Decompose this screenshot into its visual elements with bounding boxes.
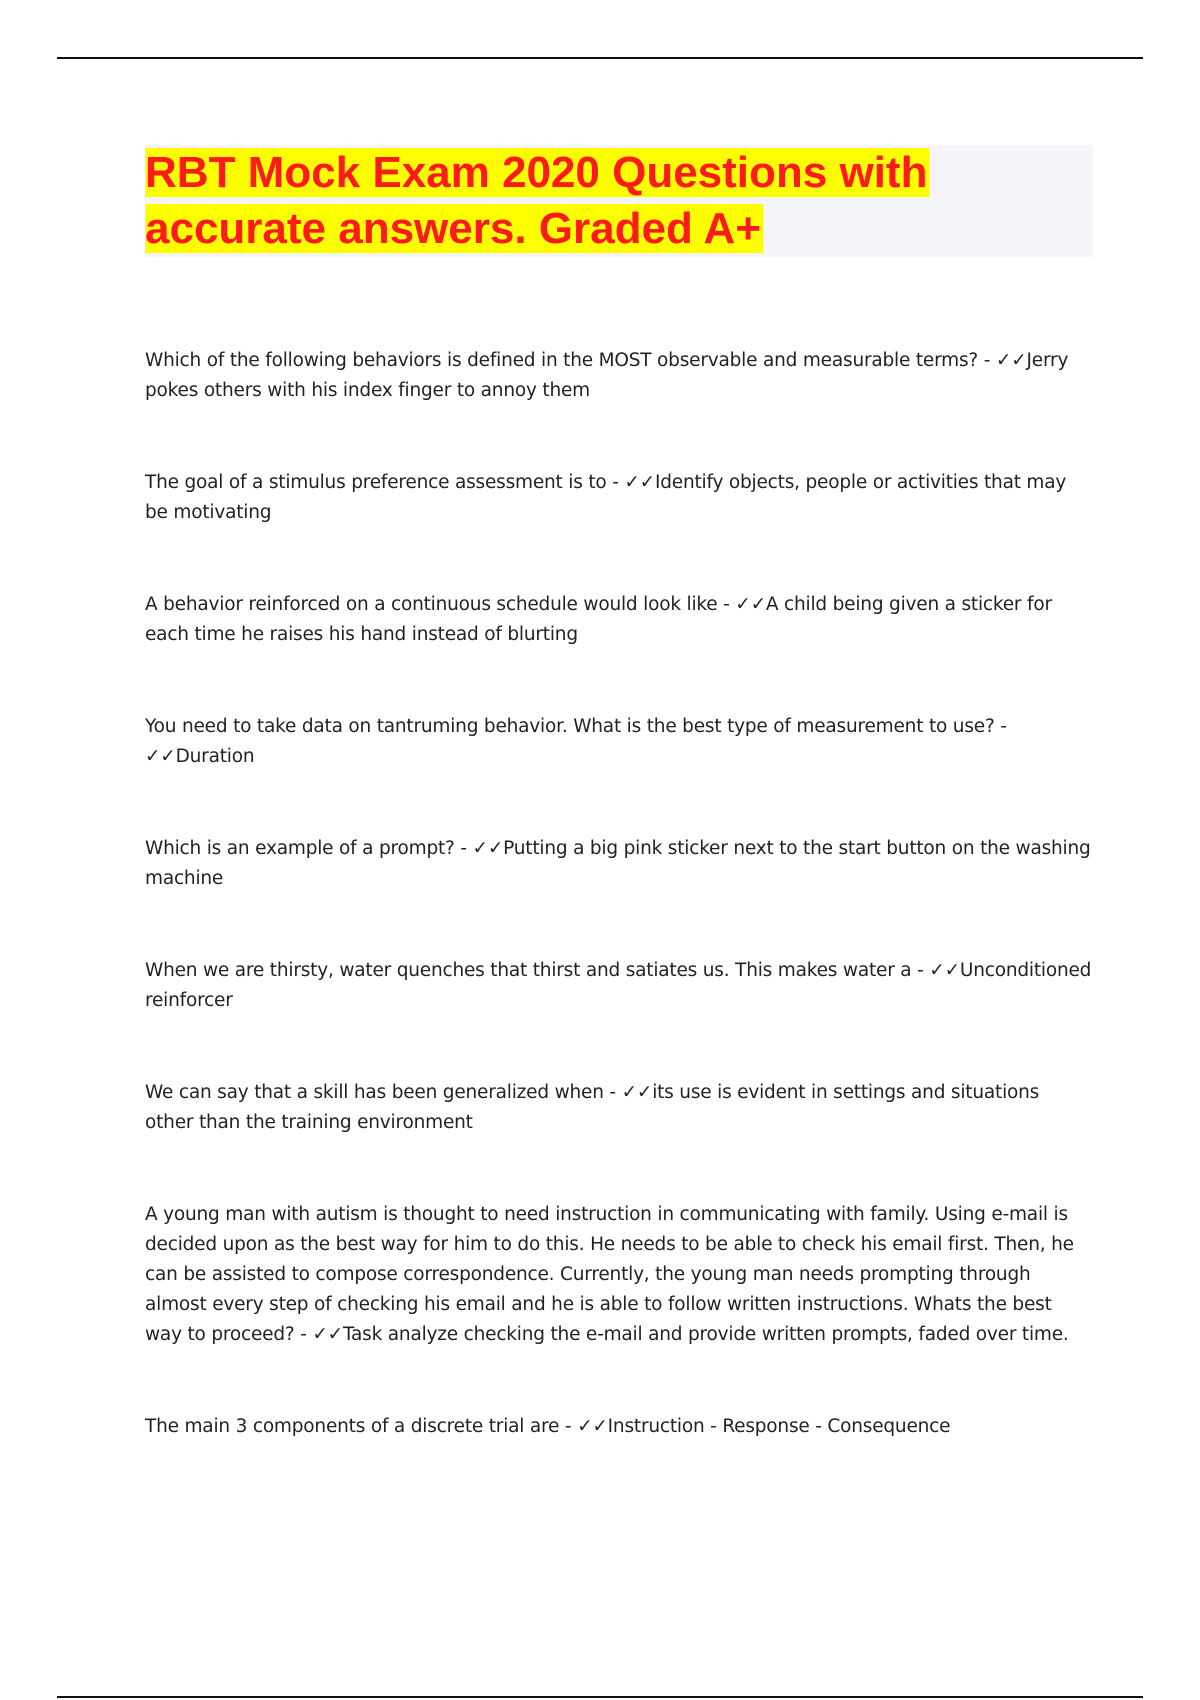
double-check-icon: ✓✓ (624, 472, 655, 493)
double-check-icon: ✓✓ (472, 838, 504, 859)
qa-item (145, 468, 1093, 528)
double-check-icon: ✓✓ (621, 1082, 653, 1103)
qa-item (145, 346, 1093, 406)
qa-item (145, 956, 1093, 1016)
qa-item (145, 712, 1093, 772)
separator: - (717, 594, 736, 615)
answer-text: Unconditioned reinforcer (145, 960, 1092, 1011)
question-text: Which is an example of a prompt? (145, 838, 455, 859)
title-block (145, 145, 1093, 257)
separator: - (454, 838, 473, 859)
answer-text: A child being given a sticker for each time he raises his hand instead of blurting (145, 594, 1052, 645)
answer-text: Putting a big pink sticker next to the start button on the washing machine (145, 838, 1091, 889)
footer-rule (57, 1696, 1143, 1698)
question-text: A young man with autism is thought to need instruction in communicating with family. Using e-mail is decided upon as the best way for him to do this. He needs to be able to check his email first. Then, he can be assisted to compose correspondence. Currently, the young man needs prompting through almost every step of checking his email and he is able to follow written instructions. Whats the best way to proceed? (145, 1204, 1074, 1345)
qa-item (145, 590, 1093, 650)
separator: - (559, 1416, 578, 1437)
question-text: The main 3 components of a discrete trial are (145, 1416, 560, 1437)
double-check-icon: ✓✓ (312, 1324, 343, 1345)
answer-text: Jerry pokes others with his index finger to annoy them (145, 350, 1069, 401)
qa-item (145, 834, 1093, 894)
question-text: We can say that a skill has been generalized when (145, 1082, 604, 1103)
answer-text: Identify objects, people or activities that may be motivating (145, 472, 1067, 523)
separator: - (978, 350, 996, 371)
separator: - (994, 716, 1007, 737)
answer-text: Instruction - Response - Consequence (607, 1416, 951, 1437)
double-check-icon: ✓✓ (735, 594, 766, 615)
separator: - (294, 1324, 313, 1345)
title-line-2: accurate answers. Graded A+ (145, 204, 761, 253)
separator: - (603, 1082, 622, 1103)
header-rule (57, 57, 1143, 59)
question-text: Which of the following behaviors is defined in the MOST observable and measurable terms? (145, 350, 979, 371)
question-text: A behavior reinforced on a continuous schedule would look like (145, 594, 718, 615)
qa-item (145, 1412, 1093, 1442)
answer-text: Task analyze checking the e-mail and provide written prompts, faded over time. (342, 1324, 1069, 1345)
title-line-1: RBT Mock Exam 2020 Questions with (145, 148, 928, 197)
double-check-icon: ✓✓ (577, 1416, 608, 1437)
qa-list (145, 346, 1093, 1504)
double-check-icon: ✓✓ (995, 350, 1027, 371)
separator: - (911, 960, 930, 981)
document-title (145, 145, 1093, 257)
separator: - (606, 472, 625, 493)
qa-item (145, 1078, 1093, 1138)
question-text: The goal of a stimulus preference assessment is to (145, 472, 607, 493)
answer-text: its use is evident in settings and situations other than the training environment (145, 1082, 1040, 1133)
question-text: When we are thirsty, water quenches that thirst and satiates us. This makes water a (145, 960, 912, 981)
answer-text: Duration (175, 746, 255, 767)
double-check-icon: ✓✓ (145, 746, 176, 767)
double-check-icon: ✓✓ (929, 960, 960, 981)
question-text: You need to take data on tantruming behavior. What is the best type of measurement to use? (145, 716, 995, 737)
qa-item (145, 1200, 1093, 1350)
